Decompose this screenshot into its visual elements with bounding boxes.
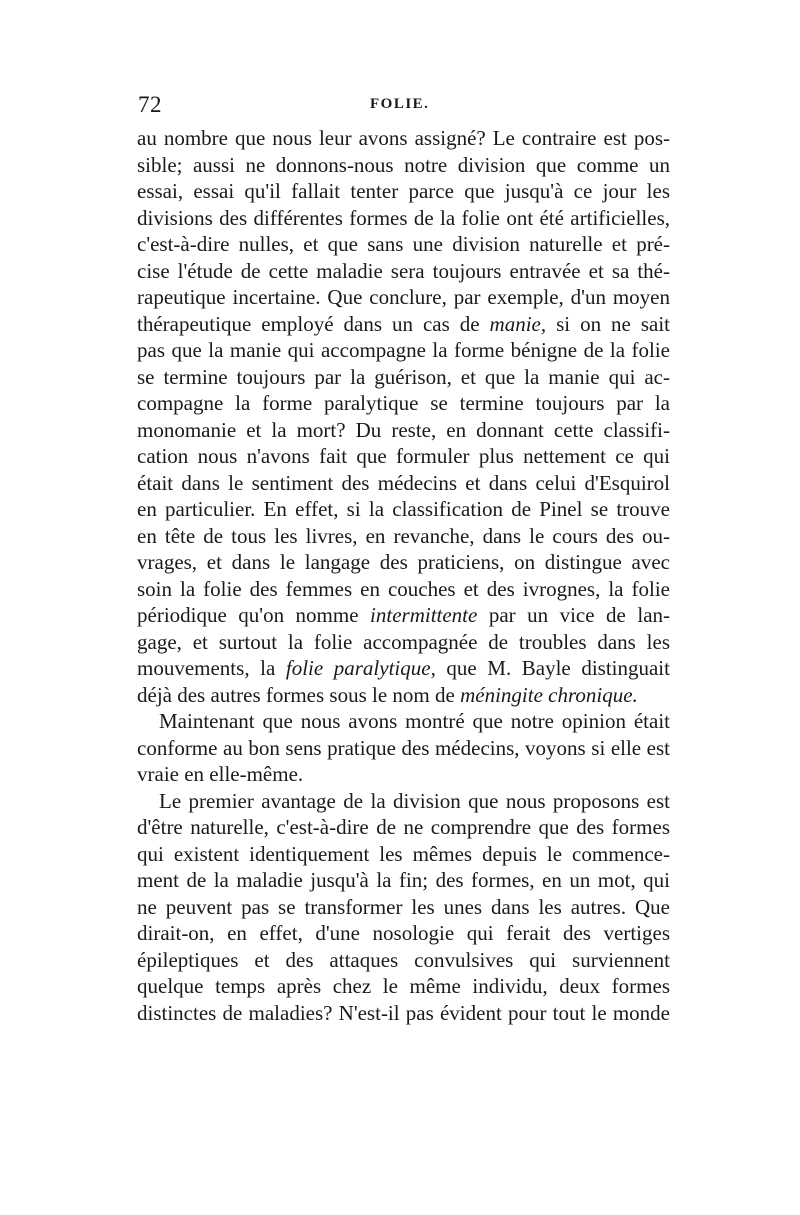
text-line: se termine toujours par la guérison, et que la manie qui ac- [137,364,670,389]
italic-term: folie paralytique, [285,656,436,680]
text-line [137,655,670,682]
italic-term: manie, [489,311,547,336]
text-line: ment de la maladie jusqu'à la fin; des formes, en un mot, qui [137,868,670,892]
text-line: compagne la forme paralytique se termine toujours par la [137,391,670,415]
text-line: en particulier. En effet, si la classification de Pinel se trouve [137,497,670,521]
text-line: vraie en elle-même. [137,762,304,786]
text-line: c'est-à-dire nulles, et que sans une division naturelle et pré- [137,232,670,256]
text-line: qui existent identiquement les mêmes depuis le commence- [137,841,670,866]
text-run: si on ne sait [546,311,670,336]
running-title: FOLIE. [370,96,430,112]
text-line: quelque temps après chez le même individu, deux formes [137,974,670,998]
text-line [137,682,670,709]
text-line: gage, et surtout la folie accompagnée de troubles dans les [137,629,670,654]
text-line: vrages, et dans le langage des praticiens, on distingue avec [137,550,670,574]
text-line: en tête de tous les livres, en revanche, dans le cours des ou- [137,523,670,548]
text-line: distinctes de maladies? N'est-il pas évident pour tout le monde [137,1000,670,1025]
italic-term: intermittente [370,603,478,627]
text-line: sible; aussi ne donnons-nous notre division que comme un [137,152,670,177]
text-run: par un vice de lan- [477,603,670,627]
text-line: dirait-on, en effet, d'une nosologie qui ferait des vertiges [137,921,670,945]
page-number: 72 [138,92,162,117]
text-line: soin la folie des femmes en couches et des ivrognes, la folie [137,576,670,601]
text-line: rapeutique incertaine. Que conclure, par exemple, d'un moyen [137,285,670,309]
text-line: était dans le sentiment des médecins et dans celui d'Esquirol [137,470,670,495]
text-run: mouvements, la [137,656,286,680]
text-run: que M. Bayle distinguait [435,656,670,680]
text-line: au nombre que nous leur avons assigné? Le contraire est pos- [137,126,670,150]
page-header [138,92,668,122]
text-line: conforme au bon sens pratique des médecins, voyons si elle est [137,735,670,760]
text-line: cation nous n'avons fait que formuler plus nettement ce qui [137,444,670,468]
text-line: épileptiques et des attaques convulsives qui surviennent [137,947,670,972]
text-line: monomanie et la mort? Du reste, en donnant cette classifi- [137,417,670,442]
text-run: déjà des autres formes sous le nom de [137,682,461,707]
text-line: Maintenant que nous avons montré que notre opinion était [159,709,670,733]
text-line: cise l'étude de cette maladie sera toujours entravée et sa thé- [137,258,670,283]
text-line [137,602,670,629]
text-run: périodique qu'on nomme [137,603,371,627]
text-line: pas que la manie qui accompagne la forme bénigne de la folie [137,338,670,362]
text-line: ne peuvent pas se transformer les unes dans les autres. Que [137,894,670,919]
text-run: thérapeutique employé dans un cas de [137,311,490,336]
italic-term: méningite chronique. [460,682,638,707]
body-text [137,125,670,1026]
text-line: d'être naturelle, c'est-à-dire de ne comprendre que des formes [137,815,670,839]
text-line [137,311,670,338]
text-line: divisions des différentes formes de la folie ont été artificielles, [137,205,670,230]
text-line: essai, essai qu'il fallait tenter parce que jusqu'à ce jour les [137,179,670,203]
text-line: Le premier avantage de la division que nous proposons est [159,788,670,813]
